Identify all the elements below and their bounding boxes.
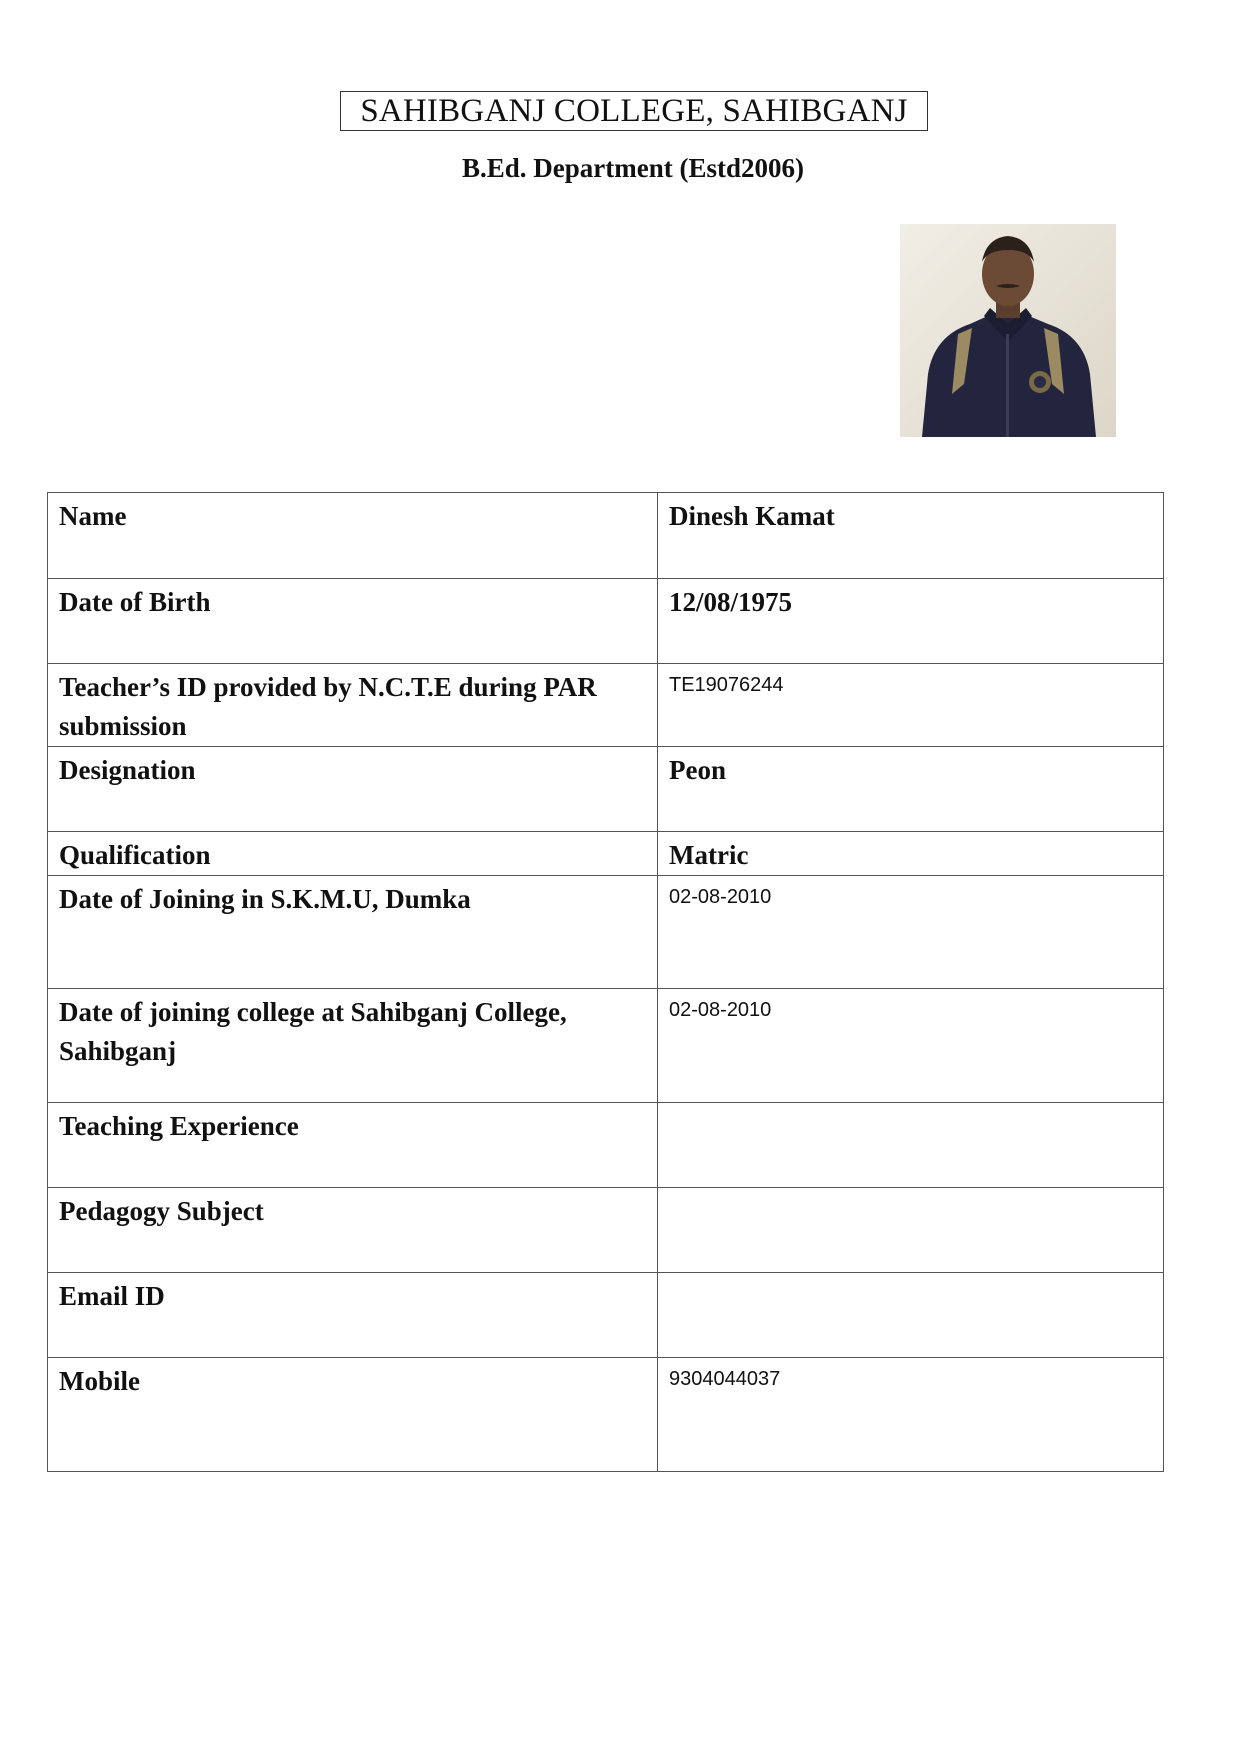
row-value: 9304044037 <box>658 1358 1164 1472</box>
row-value: Peon <box>658 747 1164 832</box>
row-value <box>658 1103 1164 1188</box>
department-subtitle: B.Ed. Department (Estd2006) <box>462 153 804 183</box>
row-label: Designation <box>48 747 658 832</box>
row-label: Teacher’s ID provided by N.C.T.E during PAR submission <box>48 664 658 747</box>
table-row <box>48 579 1164 664</box>
table-row <box>48 876 1164 989</box>
row-value: 12/08/1975 <box>658 579 1164 664</box>
table-row <box>48 989 1164 1103</box>
row-label: Name <box>48 493 658 579</box>
row-value: TE19076244 <box>658 664 1164 747</box>
table-row <box>48 1358 1164 1472</box>
table-row <box>48 1273 1164 1358</box>
table-row <box>48 747 1164 832</box>
table-row <box>48 832 1164 876</box>
row-label: Email ID <box>48 1273 658 1358</box>
row-label: Pedagogy Subject <box>48 1188 658 1273</box>
table-row <box>48 1103 1164 1188</box>
row-label: Date of Birth <box>48 579 658 664</box>
row-value <box>658 1188 1164 1273</box>
row-value: 02-08-2010 <box>658 989 1164 1103</box>
row-label: Qualification <box>48 832 658 876</box>
table-row <box>48 1188 1164 1273</box>
row-value <box>658 1273 1164 1358</box>
row-label: Mobile <box>48 1358 658 1472</box>
table-row <box>48 664 1164 747</box>
staff-info-table <box>47 492 1164 1472</box>
row-value: Matric <box>658 832 1164 876</box>
row-value: Dinesh Kamat <box>658 493 1164 579</box>
profile-photo <box>900 224 1116 437</box>
row-label: Date of joining college at Sahibganj College, Sahibganj <box>48 989 658 1103</box>
row-label: Date of Joining in S.K.M.U, Dumka <box>48 876 658 989</box>
college-title: SAHIBGANJ COLLEGE, SAHIBGANJ <box>340 91 928 131</box>
table-row <box>48 493 1164 579</box>
row-value: 02-08-2010 <box>658 876 1164 989</box>
row-label: Teaching Experience <box>48 1103 658 1188</box>
person-photo-icon <box>900 224 1116 437</box>
